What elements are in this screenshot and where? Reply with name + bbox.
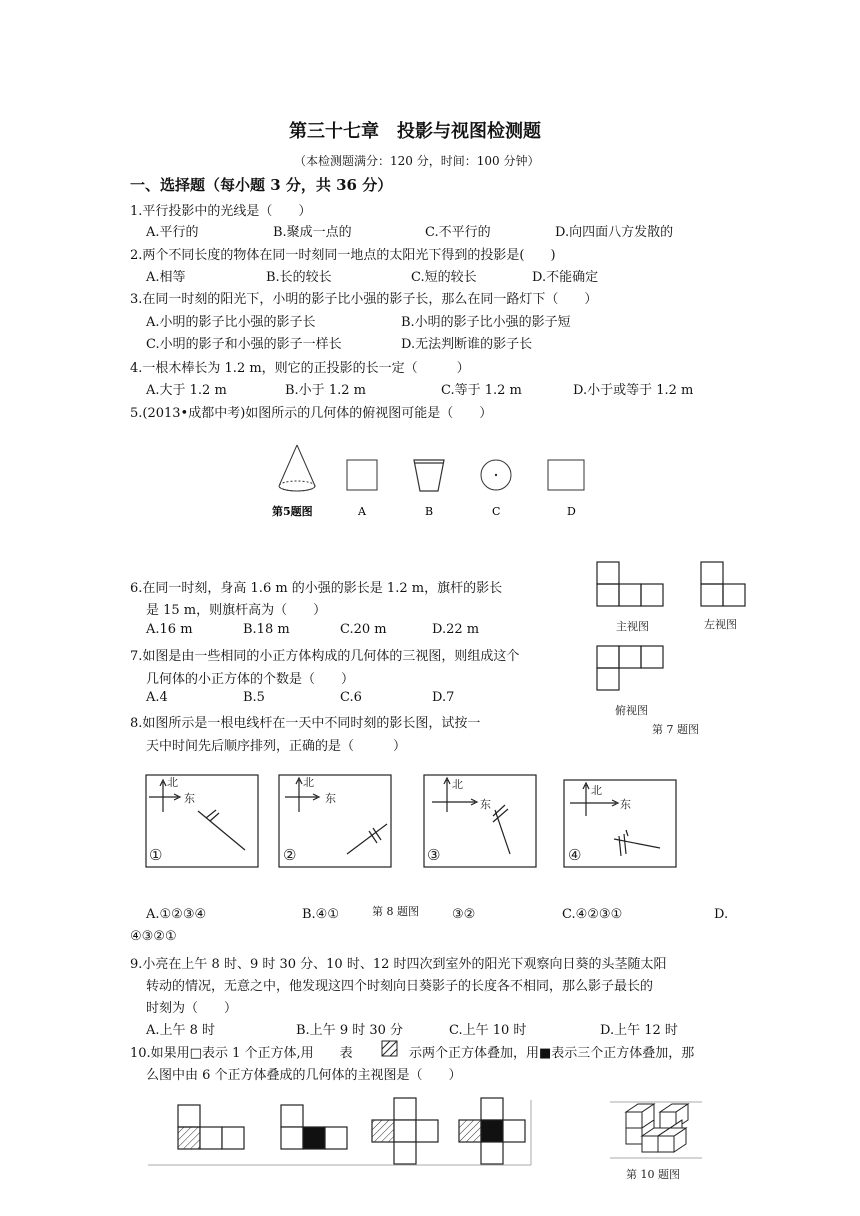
q1-option-b: B.聚成一点的 — [273, 225, 352, 240]
panel-2-number: ② — [283, 846, 297, 864]
q4-option-a: A.大于 1.2 m — [146, 383, 227, 398]
question-6-line2: 是 15 m，则旗杆高为（ ） — [146, 603, 327, 618]
question-10-part2: 示两个正方体叠加，用■表示三个正方体叠加，那 — [409, 1046, 695, 1061]
q7-option-b: B.5 — [243, 690, 265, 705]
question-5-stem: 5.(2013•成都中考)如图所示的几何体的俯视图可能是（ ） — [130, 406, 493, 421]
panel-2-north: 北 — [303, 776, 314, 789]
q10-solid-figure — [608, 1096, 704, 1186]
q7-fig-label: 第 7 题图 — [652, 723, 699, 736]
q1-option-c: C.不平行的 — [425, 225, 491, 240]
question-9-line1: 9.小亮在上午 8 时、9 时 30 分、10 时、12 时四次到室外的阳光下观察向日葵的头茎随太阳 — [130, 957, 667, 972]
q3-option-c: C.小明的影子和小强的影子一样长 — [146, 337, 342, 352]
question-9-line3: 时刻为（ ） — [146, 1001, 238, 1016]
question-10-line2: 么图中由 6 个正方体叠成的几何体的主视图是（ ） — [146, 1068, 462, 1083]
q7-option-c: C.6 — [340, 690, 362, 705]
q4-option-d: D.小于或等于 1.2 m — [573, 383, 694, 398]
q5-label-a: A — [358, 505, 366, 518]
question-9-line2: 转动的情况，无意之中，他发现这四个时刻向日葵影子的长度各不相同，那么影子最长的 — [146, 979, 654, 994]
page-title: 第三十七章 投影与视图检测题 — [289, 121, 541, 142]
q3-option-d: D.无法判断谁的影子长 — [401, 337, 533, 352]
q8-option-a: A.①②③④ — [146, 907, 207, 922]
q3-option-a: A.小明的影子比小强的影子长 — [146, 315, 316, 330]
q8-option-c: C.④②③① — [562, 907, 623, 922]
front-view-label: 主视图 — [616, 620, 649, 633]
question-7-line2: 几何体的小正方体的个数是（ ） — [146, 672, 355, 687]
q7-figure — [590, 556, 770, 746]
panel-3-number: ③ — [427, 846, 441, 864]
panel-4-north: 北 — [591, 784, 602, 797]
q8-option-b-tail: ③② — [452, 907, 476, 922]
left-view-label: 左视图 — [704, 618, 737, 631]
top-view — [597, 646, 663, 690]
shadow-panel-3 — [424, 775, 536, 867]
question-1-stem: 1.平行投影中的光线是（ ） — [130, 204, 312, 219]
left-view — [701, 562, 745, 606]
option-b-trapezoid — [414, 460, 444, 491]
q8-option-d-continued: ④③②① — [130, 929, 177, 944]
question-10-part1: 10.如果用□表示 1 个正方体,用 表 — [130, 1046, 353, 1061]
question-2-stem: 2.两个不同长度的物体在同一时刻同一地点的太阳光下得到的投影是( ) — [130, 248, 556, 263]
q10-fig-label: 第 10 题图 — [626, 1168, 680, 1181]
q4-option-c: C.等于 1.2 m — [441, 383, 522, 398]
panel-1-number: ① — [149, 846, 163, 864]
q7-option-a: A.4 — [146, 690, 168, 705]
q10-option-b-view — [281, 1105, 347, 1149]
question-8-line1: 8.如图所示是一根电线杆在一天中不同时刻的影长图，试按一 — [130, 716, 481, 731]
q9-option-d: D.上午 12 时 — [600, 1023, 678, 1038]
shadow-panel-1 — [146, 775, 258, 867]
q8-figure — [140, 770, 680, 870]
q3-option-b: B.小明的影子比小强的影子短 — [401, 315, 571, 330]
q6-option-b: B.18 m — [243, 622, 290, 637]
q8-option-d: D. — [714, 907, 729, 922]
q5-label-d: D — [567, 505, 576, 518]
panel-3-east: 东 — [480, 798, 491, 811]
stacked-cubes — [626, 1104, 688, 1152]
q9-option-a: A.上午 8 时 — [146, 1023, 216, 1038]
question-6-line1: 6.在同一时刻，身高 1.6 m 的小强的影长是 1.2 m，旗杆的影长 — [130, 581, 503, 596]
cone-solid — [279, 445, 315, 491]
question-3-stem: 3.在同一时刻的阳光下，小明的影子比小强的影子长，那么在同一路灯下（ ） — [130, 292, 598, 307]
page-subtitle: （本检测题满分：120 分，时间：100 分钟） — [294, 154, 540, 168]
option-c-circle — [481, 460, 511, 490]
question-8-line2: 天中时间先后顺序排列，正确的是（ ） — [146, 739, 407, 754]
q6-option-d: D.22 m — [432, 622, 480, 637]
q5-fig-label: 第5题图 — [272, 505, 313, 518]
q10-options-figure — [148, 1092, 538, 1168]
panel-4-east: 东 — [620, 798, 631, 811]
q1-option-a: A.平行的 — [146, 225, 199, 240]
q10-option-a-view — [178, 1105, 244, 1149]
question-4-stem: 4.一根木棒长为 1.2 m，则它的正投影的长一定（ ） — [130, 361, 470, 376]
q4-option-b: B.小于 1.2 m — [285, 383, 366, 398]
option-d-rectangle — [548, 460, 584, 490]
panel-1-east: 东 — [184, 792, 195, 805]
q9-option-b: B.上午 9 时 30 分 — [296, 1023, 404, 1038]
q7-option-d: D.7 — [432, 690, 455, 705]
q2-option-d: D.不能确定 — [532, 270, 599, 285]
panel-1-north: 北 — [167, 776, 178, 789]
question-7-line1: 7.如图是由一些相同的小正方体构成的几何体的三视图，则组成这个 — [130, 649, 520, 664]
q10-option-d-view — [459, 1098, 525, 1164]
front-view — [597, 562, 663, 606]
panel-2-east: 东 — [325, 792, 336, 805]
q8-fig-label: 第 8 题图 — [372, 905, 419, 918]
hatched-square-icon — [381, 1040, 399, 1058]
q2-option-a: A.相等 — [146, 270, 186, 285]
q5-label-b: B — [425, 505, 434, 518]
q6-option-a: A.16 m — [146, 622, 193, 637]
panel-3-north: 北 — [452, 778, 463, 791]
q10-option-c-view — [372, 1098, 438, 1164]
section-heading: 一、选择题（每小题 3 分，共 36 分） — [130, 176, 393, 194]
q9-option-c: C.上午 10 时 — [449, 1023, 527, 1038]
q2-option-c: C.短的较长 — [411, 270, 477, 285]
q6-option-c: C.20 m — [340, 622, 387, 637]
q5-figure — [260, 440, 610, 530]
q5-label-c: C — [492, 505, 501, 518]
q8-option-b: B.④① — [302, 907, 339, 922]
top-view-label: 俯视图 — [615, 704, 648, 717]
q1-option-d: D.向四面八方发散的 — [555, 225, 674, 240]
option-a-square — [347, 460, 377, 490]
panel-4-number: ④ — [568, 846, 582, 864]
q2-option-b: B.长的较长 — [266, 270, 332, 285]
